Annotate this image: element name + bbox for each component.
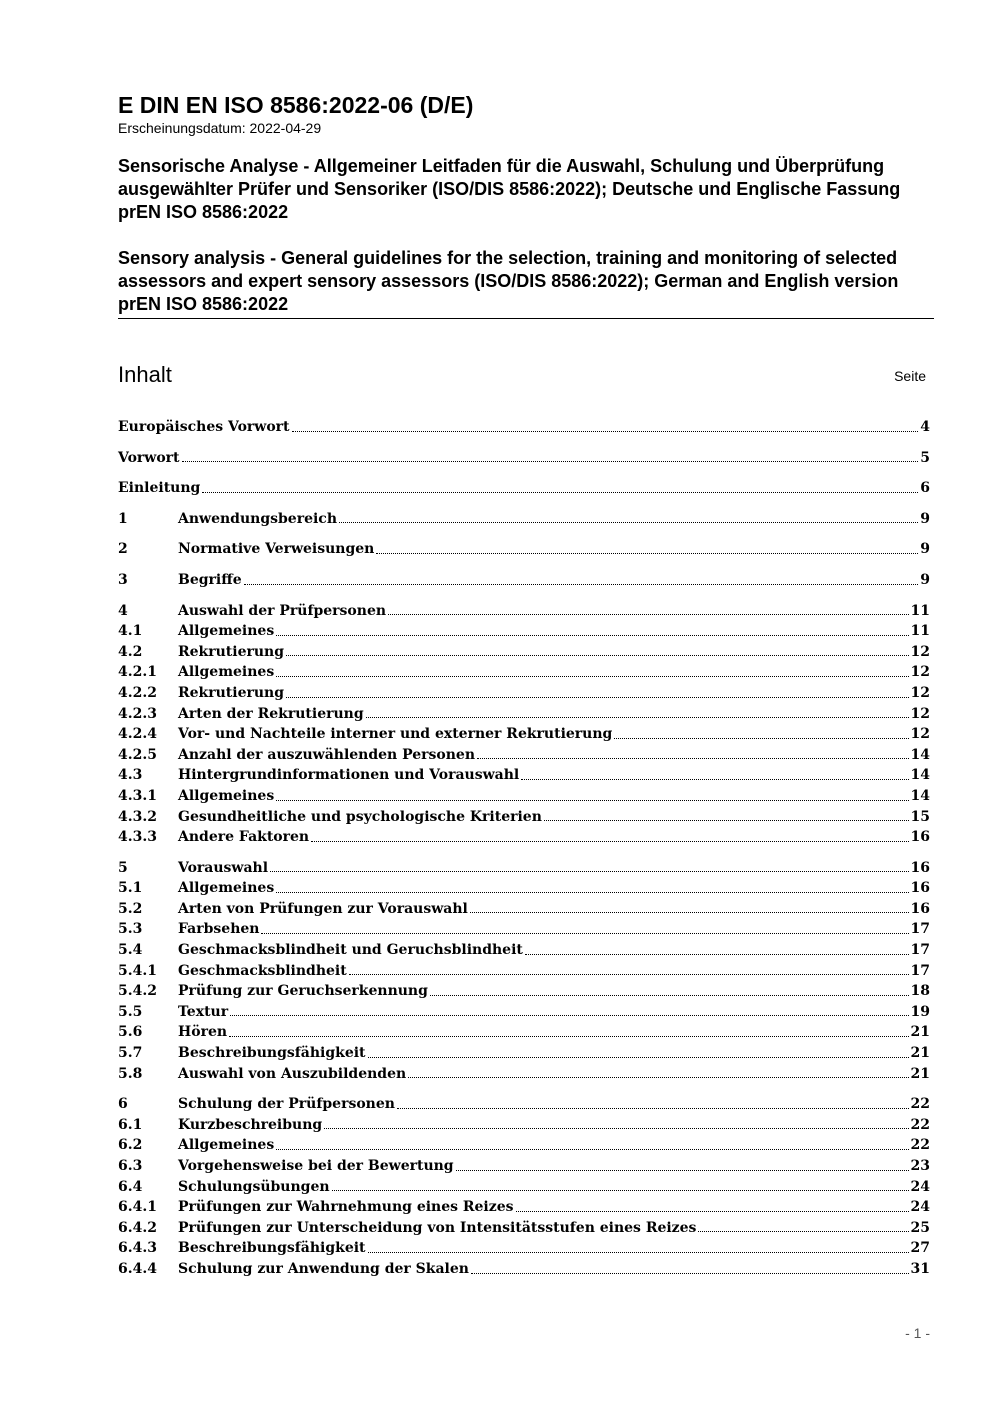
toc-entry-number: 6.2 <box>118 1137 143 1154</box>
toc-entry-page: 22 <box>910 1116 930 1133</box>
toc-leader-dots <box>230 1011 908 1016</box>
toc-entry-page: 14 <box>910 767 930 784</box>
toc-entry-label: Textur <box>178 1003 229 1020</box>
toc-entry-page: 14 <box>910 787 930 804</box>
toc-entry-label: Europäisches Vorwort <box>118 419 290 435</box>
toc-entry[interactable] <box>118 509 930 530</box>
toc-entry-page: 11 <box>910 623 930 640</box>
toc-entry-label: Allgemeines <box>178 880 275 897</box>
toc-entry-page: 11 <box>910 602 930 619</box>
toc-entry[interactable] <box>118 1135 930 1156</box>
toc-entry-label: Vorwort <box>118 449 180 466</box>
toc-entry-page: 21 <box>910 1065 930 1082</box>
toc-entry-label: Arten von Prüfungen zur Vorauswahl <box>178 900 468 917</box>
toc-entry[interactable] <box>118 1094 930 1115</box>
toc-entry[interactable] <box>118 642 930 663</box>
toc-entry-number: 6.4.3 <box>118 1240 157 1257</box>
toc-entry[interactable] <box>118 1043 930 1064</box>
document-header <box>118 90 934 319</box>
publication-date: Erscheinungsdatum: 2022-04-29 <box>118 120 322 136</box>
toc-entry-number: 4.3.2 <box>118 808 157 825</box>
toc-entry-label: Auswahl von Auszubildenden <box>178 1065 407 1082</box>
toc-entry-number: 4.2.1 <box>118 664 157 681</box>
table-of-contents <box>118 417 930 1280</box>
toc-entry-label: Vorauswahl <box>178 859 269 876</box>
toc-entry[interactable] <box>118 621 930 642</box>
toc-leader-dots <box>521 775 908 780</box>
toc-entry-page: 9 <box>920 571 930 588</box>
toc-entry-page: 24 <box>910 1178 930 1195</box>
toc-entry[interactable] <box>118 417 930 438</box>
toc-leader-dots <box>470 908 909 913</box>
toc-leader-dots <box>471 1269 909 1274</box>
toc-entry-page: 19 <box>910 1003 930 1020</box>
toc-entry[interactable] <box>118 981 930 1002</box>
toc-header <box>118 362 926 390</box>
toc-entry-label: Beschreibungsfähigkeit <box>178 1045 366 1062</box>
toc-leader-dots <box>349 970 909 975</box>
toc-entry[interactable] <box>118 1238 930 1259</box>
toc-leader-dots <box>456 1166 909 1171</box>
toc-entry-number: 6.1 <box>118 1116 143 1133</box>
toc-leader-dots <box>182 457 919 462</box>
toc-leader-dots <box>229 1032 908 1037</box>
toc-entry-page: 9 <box>920 510 930 527</box>
toc-entry-page: 22 <box>910 1096 930 1113</box>
toc-entry-number: 5.5 <box>118 1003 143 1020</box>
toc-entry-label: Geschmacksblindheit <box>178 962 347 979</box>
toc-entry-page: 12 <box>910 705 930 722</box>
toc-entry-label: Kurzbeschreibung <box>178 1116 323 1133</box>
toc-entry[interactable] <box>118 786 930 807</box>
toc-entry-number: 5.7 <box>118 1045 143 1062</box>
toc-entry-number: 4.2.3 <box>118 705 157 722</box>
document-id: E DIN EN ISO 8586:2022-06 (D/E) <box>118 92 474 118</box>
toc-leader-dots <box>516 1207 909 1212</box>
toc-entry-number: 4.3.3 <box>118 829 157 846</box>
toc-leader-dots <box>366 713 909 718</box>
toc-leader-dots <box>286 651 909 656</box>
toc-entry-number: 2 <box>118 541 128 558</box>
toc-entry-page: 17 <box>910 942 930 959</box>
toc-entry[interactable] <box>118 961 930 982</box>
toc-entry-label: Farbsehen <box>178 921 260 938</box>
toc-entry[interactable] <box>118 683 930 704</box>
header-divider <box>118 318 934 319</box>
toc-entry[interactable] <box>118 1002 930 1023</box>
toc-leader-dots <box>368 1053 909 1058</box>
toc-leader-dots <box>270 867 908 872</box>
toc-entry-label: Prüfung zur Geruchserkennung <box>178 983 428 1000</box>
toc-entry-label: Prüfungen zur Wahrnehmung eines Reizes <box>178 1199 514 1216</box>
toc-entry-page: 23 <box>910 1158 930 1174</box>
toc-entry-label: Normative Verweisungen <box>178 541 375 558</box>
toc-entry[interactable] <box>118 724 930 745</box>
toc-entry-page: 21 <box>910 1045 930 1062</box>
toc-entry-page: 9 <box>920 541 930 558</box>
toc-entry[interactable] <box>118 662 930 683</box>
toc-leader-dots <box>286 693 909 698</box>
toc-entry[interactable] <box>118 1115 930 1136</box>
toc-entry-label: Anwendungsbereich <box>178 510 337 527</box>
toc-entry-page: 15 <box>910 808 930 825</box>
toc-leader-dots <box>276 796 908 801</box>
toc-entry-number: 5.4.1 <box>118 962 157 979</box>
toc-entry-number: 3 <box>118 571 128 588</box>
toc-entry-label: Allgemeines <box>178 787 275 804</box>
toc-entry[interactable] <box>118 1197 930 1218</box>
toc-entry[interactable] <box>118 765 930 786</box>
toc-entry-page: 25 <box>910 1219 930 1236</box>
toc-leader-dots <box>477 754 909 759</box>
toc-entry[interactable] <box>118 478 930 499</box>
toc-entry-number: 5.4.2 <box>118 983 157 1000</box>
toc-entry-page: 12 <box>910 684 930 701</box>
toc-leader-dots <box>614 734 908 739</box>
toc-entry[interactable] <box>118 448 930 469</box>
toc-entry[interactable] <box>118 1218 930 1239</box>
toc-entry-label: Auswahl der Prüfpersonen <box>178 602 387 619</box>
toc-entry-label: Beschreibungsfähigkeit <box>178 1240 366 1257</box>
toc-leader-dots <box>339 518 918 523</box>
toc-leader-dots <box>430 991 909 996</box>
toc-entry[interactable] <box>118 919 930 940</box>
toc-entry-number: 4.3.1 <box>118 787 157 804</box>
toc-leader-dots <box>276 1145 908 1150</box>
toc-entry[interactable] <box>118 807 930 828</box>
toc-entry-page: 5 <box>920 449 930 466</box>
toc-leader-dots <box>388 610 908 615</box>
toc-entry-number: 5.2 <box>118 900 143 917</box>
toc-entry-page: 12 <box>910 643 930 660</box>
toc-entry-label: Geschmacksblindheit und Geruchsblindheit <box>178 942 523 959</box>
toc-entry-label: Anzahl der auszuwählenden Personen <box>178 746 476 763</box>
toc-entry-label: Hören <box>178 1024 228 1041</box>
toc-entry-number: 6.4.4 <box>118 1260 157 1277</box>
toc-leader-dots <box>376 549 918 554</box>
toc-leader-dots <box>544 816 909 821</box>
toc-entry-label: Einleitung <box>118 480 201 497</box>
toc-entry-page: 12 <box>910 664 930 681</box>
toc-entry-page: 17 <box>910 921 930 938</box>
toc-leader-dots <box>397 1104 909 1109</box>
toc-entry-page: 21 <box>910 1024 930 1041</box>
toc-entry-label: Andere Faktoren <box>178 829 310 846</box>
toc-entry-label: Allgemeines <box>178 664 275 681</box>
toc-entry-page: 4 <box>920 419 930 435</box>
toc-entry-page: 6 <box>920 480 930 497</box>
toc-entry-label: Schulung zur Anwendung der Skalen <box>178 1260 469 1277</box>
toc-entry[interactable] <box>118 940 930 961</box>
toc-entry-number: 6 <box>118 1096 128 1113</box>
toc-entry-label: Rekrutierung <box>178 643 285 660</box>
toc-leader-dots <box>368 1248 909 1253</box>
toc-leader-dots <box>311 837 908 842</box>
toc-entry-page: 22 <box>910 1137 930 1154</box>
toc-entry[interactable] <box>118 745 930 766</box>
toc-entry-number: 5.1 <box>118 880 143 897</box>
toc-entry-number: 5.6 <box>118 1024 143 1041</box>
toc-entry-page: 27 <box>910 1240 930 1257</box>
toc-leader-dots <box>408 1073 908 1078</box>
title-german: Sensorische Analyse - Allgemeiner Leitfaden für die Auswahl, Schulung und Überprüfung ausgewählter Prüfer und Sensoriker (ISO/DIS 8586:2022); Deutsche und Englische Fassung prEN ISO 8586:2022 <box>118 156 901 222</box>
toc-entry-number: 4.2.2 <box>118 684 157 701</box>
toc-entry[interactable] <box>118 827 930 848</box>
toc-leader-dots <box>244 580 919 585</box>
toc-entry-label: Hintergrundinformationen und Vorauswahl <box>178 767 520 784</box>
toc-entry-number: 6.4.1 <box>118 1199 157 1216</box>
toc-entry-page: 17 <box>910 962 930 979</box>
toc-entry[interactable] <box>118 1177 930 1198</box>
toc-entry-number: 1 <box>118 510 128 527</box>
toc-entry-label: Allgemeines <box>178 623 275 640</box>
toc-entry-label: Schulungsübungen <box>178 1178 330 1195</box>
toc-entry-number: 5.4 <box>118 942 143 959</box>
toc-entry-number: 4.1 <box>118 623 143 640</box>
toc-entry-page: 31 <box>910 1260 930 1277</box>
toc-entry-number: 6.4.2 <box>118 1219 157 1236</box>
toc-entry-label: Allgemeines <box>178 1137 275 1154</box>
toc-entry-page: 16 <box>910 829 930 846</box>
toc-entry[interactable] <box>118 1022 930 1043</box>
toc-entry[interactable] <box>118 1259 930 1280</box>
toc-entry-number: 4 <box>118 602 128 619</box>
toc-entry-label: Gesundheitliche und psychologische Kriterien <box>178 808 542 825</box>
toc-leader-dots <box>276 888 908 893</box>
toc-entry-number: 5.3 <box>118 921 143 938</box>
page-number: - 1 - <box>905 1325 930 1341</box>
toc-entry-label: Begriffe <box>178 571 242 588</box>
toc-page-column-label: Seite <box>894 368 926 384</box>
toc-entry[interactable] <box>118 858 930 879</box>
toc-entry-label: Arten der Rekrutierung <box>178 705 364 722</box>
toc-leader-dots <box>261 929 908 934</box>
toc-leader-dots <box>332 1186 909 1191</box>
toc-entry-page: 24 <box>910 1199 930 1216</box>
toc-leader-dots <box>276 672 908 677</box>
toc-entry-label: Vorgehensweise bei der Bewertung <box>178 1158 454 1174</box>
toc-entry-number: 5 <box>118 859 128 876</box>
toc-entry-label: Schulung der Prüfpersonen <box>178 1096 395 1113</box>
toc-entry[interactable] <box>118 704 930 725</box>
toc-entry-page: 16 <box>910 859 930 876</box>
title-english: Sensory analysis - General guidelines for the selection, training and monitoring of selected assessors and expert sensory assessors (ISO/DIS 8586:2022); German and English version prEN ISO 8586:2022 <box>118 248 899 314</box>
toc-leader-dots <box>292 427 919 432</box>
toc-entry[interactable] <box>118 1064 930 1085</box>
toc-entry-number: 6.3 <box>118 1158 143 1174</box>
toc-entry-number: 4.2.4 <box>118 726 157 743</box>
toc-entry[interactable] <box>118 539 930 560</box>
toc-leader-dots <box>525 950 909 955</box>
toc-entry-number: 6.4 <box>118 1178 143 1195</box>
toc-entry-label: Rekrutierung <box>178 684 285 701</box>
toc-entry[interactable] <box>118 1156 930 1177</box>
toc-entry[interactable] <box>118 899 930 920</box>
toc-entry-number: 4.2 <box>118 643 143 660</box>
toc-entry-page: 18 <box>910 983 930 1000</box>
toc-leader-dots <box>276 631 908 636</box>
toc-entry-number: 4.3 <box>118 767 143 784</box>
toc-entry-number: 4.2.5 <box>118 746 157 763</box>
toc-entry-page: 16 <box>910 880 930 897</box>
toc-entry-page: 12 <box>910 726 930 743</box>
toc-entry-label: Vor- und Nachteile interner und externer Rekrutierung <box>178 726 613 743</box>
toc-leader-dots <box>202 488 918 493</box>
toc-entry-label: Prüfungen zur Unterscheidung von Intensitätsstufen eines Reizes <box>178 1219 697 1236</box>
toc-leader-dots <box>324 1124 908 1129</box>
toc-leader-dots <box>698 1227 908 1232</box>
toc-entry[interactable] <box>118 601 930 622</box>
toc-entry[interactable] <box>118 570 930 591</box>
toc-entry[interactable] <box>118 878 930 899</box>
toc-entry-page: 16 <box>910 900 930 917</box>
toc-title: Inhalt <box>118 362 172 387</box>
toc-entry-number: 5.8 <box>118 1065 143 1082</box>
toc-entry-page: 14 <box>910 746 930 763</box>
